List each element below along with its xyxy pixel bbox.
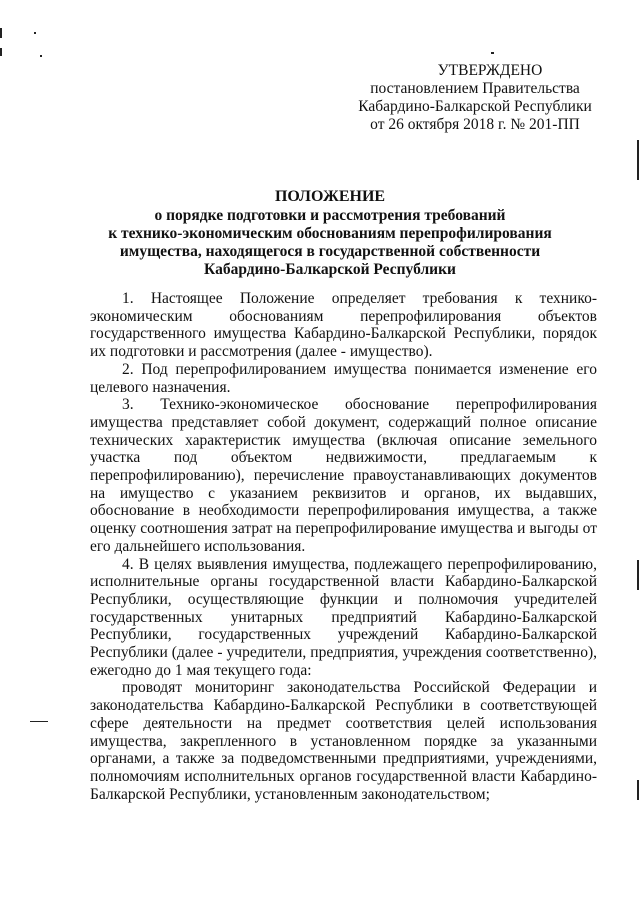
scan-artifact	[34, 32, 36, 34]
scan-artifact	[491, 52, 494, 54]
title-line: имущества, находящегося в государственной собственности	[119, 243, 541, 260]
title-line: к технико-экономическим обоснованиям перепрофилирования	[108, 225, 552, 242]
scan-artifact	[40, 55, 42, 57]
approval-line: от 26 октября 2018 г. № 201-ПП	[370, 116, 580, 133]
approval-line: постановлением Правительства	[370, 80, 580, 97]
scan-artifact	[637, 780, 639, 800]
title-line: о порядке подготовки и рассмотрения требований	[154, 207, 506, 224]
scan-artifact	[0, 28, 2, 38]
scan-artifact	[0, 48, 2, 56]
paragraph: 4. В целях выявления имущества, подлежащего перепрофилированию, исполнительные органы государственной власти Кабардино-Балкарской Республики, осуществляющие функции и полномочия учредителей государственных унитарных предприятий Кабардино-Балкарской Республики, государственных учреждений Кабардино-Балкарской Республики (далее - учредители, предприятия, учреждения соответственно), ежегодно до 1 мая текущего года:	[90, 555, 597, 679]
approval-stamp	[355, 62, 595, 134]
document-title	[80, 188, 580, 279]
paragraph: проводят мониторинг законодательства Российской Федерации и законодательства Кабардино-Балкарской Республики в соответствующей сфере деятельности на предмет соответствия целей использования имущества, закрепленного в установленном порядке за указанными органами, а также за подведомственными предприятиями, учреждениями, полномочиям исполнительных органов государственной власти Кабардино-Балкарской Республики, установленным законодательством;	[90, 679, 597, 803]
scan-artifact	[637, 560, 639, 590]
document-body	[90, 290, 597, 803]
approval-line: Кабардино-Балкарской Республики	[358, 98, 592, 115]
paragraph: 1. Настоящее Положение определяет требования к технико-экономическим обоснованиям перепрофилирования объектов государственного имущества Кабардино-Балкарской Республики, порядок их подготовки и рассмотрения (далее - имущество).	[90, 290, 597, 361]
approval-line: УТВЕРЖДЕНО	[437, 62, 543, 79]
paragraph: 2. Под перепрофилированием имущества понимается изменение его целевого назначения.	[90, 360, 597, 396]
scan-artifact	[30, 721, 48, 722]
title-line: Кабардино-Балкарской Республики	[204, 261, 456, 278]
paragraph: 3. Технико-экономическое обоснование перепрофилирования имущества представляет собой документ, содержащий полное описание технических характеристик имущества (включая описание земельного участка под объектом недвижимости, предлагаемым к перепрофилированию), перечисление правоустанавливающих документов на имущество с указанием реквизитов и органов, их выдавших, обоснование в необходимости перепрофилирования имущества, а также оценку соотношения затрат на перепрофилирование имущества и выгоды от его дальнейшего использования.	[90, 396, 597, 555]
title-main: ПОЛОЖЕНИЕ	[274, 188, 386, 205]
scan-artifact	[637, 140, 639, 180]
